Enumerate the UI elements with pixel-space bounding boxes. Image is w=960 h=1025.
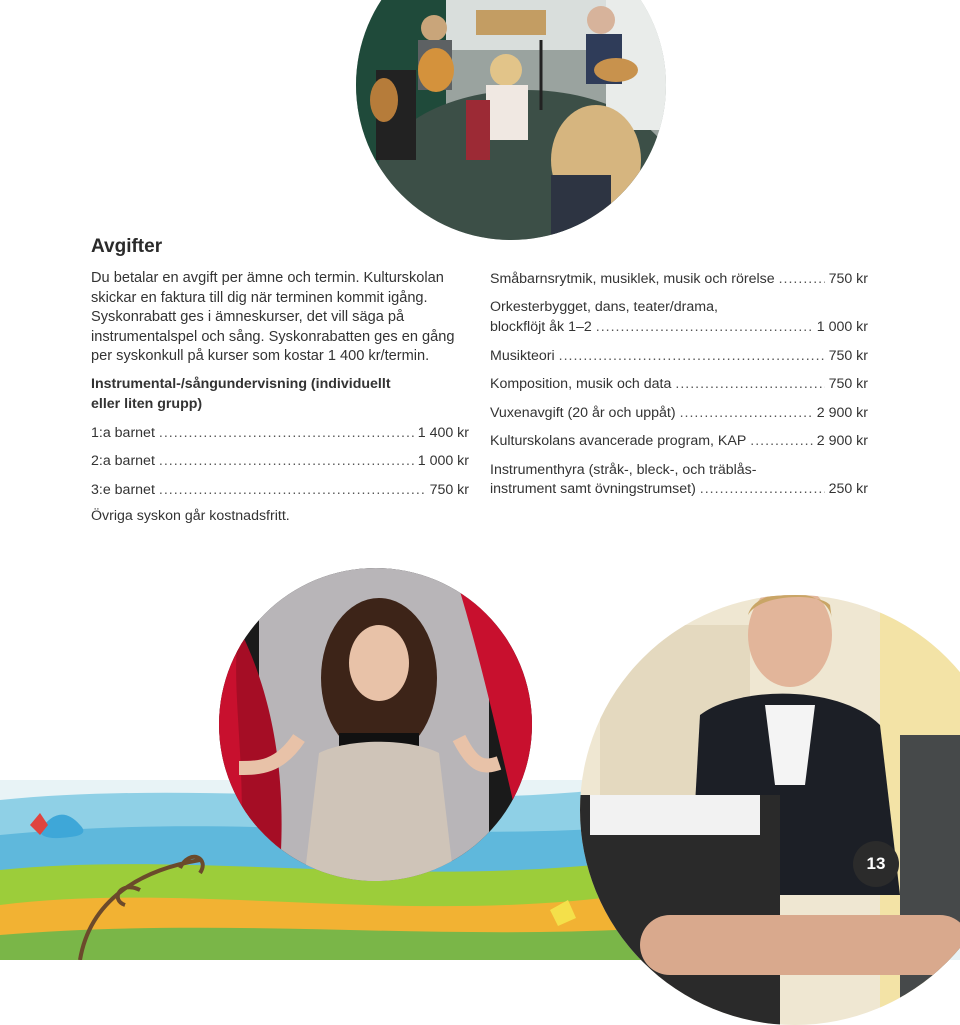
sibling-price: 1 400 kr	[417, 425, 469, 441]
subheading-line: eller liten grupp)	[91, 395, 203, 412]
dot-leader	[680, 404, 813, 422]
sibling-price-row	[91, 424, 469, 442]
individual-lessons-subheading	[91, 375, 471, 414]
course-price: 2 900 kr	[816, 433, 868, 449]
fees-heading: Avgifter	[91, 236, 163, 257]
course-label-line1: Orkesterbygget, dans, teater/drama,	[490, 299, 718, 315]
course-price-row	[490, 480, 868, 498]
sibling-price-row	[91, 452, 469, 470]
dot-leader	[779, 270, 825, 288]
dot-leader	[159, 481, 426, 499]
dot-leader	[700, 480, 825, 498]
course-label: blockflöjt åk 1–2	[490, 319, 592, 335]
dot-leader	[559, 347, 825, 365]
page-number-badge: 13	[853, 841, 899, 887]
sibling-label: 1:a barnet	[91, 425, 155, 441]
course-label-line1: Instrumenthyra (stråk-, bleck-, och träblås-	[490, 462, 757, 478]
dot-leader	[596, 318, 813, 336]
course-label: Småbarnsrytmik, musiklek, musik och rörelse	[490, 271, 775, 287]
sibling-label: 3:e barnet	[91, 482, 155, 498]
course-label: Kulturskolans avancerade program, KAP	[490, 433, 747, 449]
course-price: 750 kr	[828, 376, 868, 392]
course-price-row	[490, 404, 868, 422]
sibling-price: 1 000 kr	[417, 453, 469, 469]
intro-line: instrumentalspel och sång. Syskonrabatten ges en gång	[91, 328, 455, 345]
course-label: Komposition, musik och data	[490, 376, 672, 392]
sibling-price: 750 kr	[429, 482, 469, 498]
sibling-note: Övriga syskon går kostnadsfritt.	[91, 508, 290, 524]
photo-guitar-class	[356, 0, 666, 240]
dot-leader	[675, 375, 824, 393]
course-price: 750 kr	[828, 348, 868, 364]
intro-line: Du betalar en avgift per ämne och termin. Kulturskolan	[91, 270, 444, 286]
dot-leader	[159, 424, 414, 442]
performer-illustration	[219, 568, 532, 881]
course-label: Musikteori	[490, 348, 555, 364]
intro-line: Syskonrabatt ges i ämneskurser, det vill säga på	[91, 309, 405, 326]
photo-pianist-teacher	[580, 595, 960, 1025]
photo-stage-performer	[219, 568, 532, 881]
course-price: 750 kr	[828, 271, 868, 287]
dot-leader	[750, 432, 812, 450]
dot-leader	[159, 452, 414, 470]
course-price-row	[490, 270, 868, 288]
course-label: Vuxenavgift (20 år och uppåt)	[490, 405, 676, 421]
sibling-label: 2:a barnet	[91, 453, 155, 469]
course-price-row	[490, 432, 868, 450]
intro-line: skickar en faktura till dig när terminen kommit igång.	[91, 289, 428, 306]
sibling-price-row	[91, 481, 469, 499]
course-price: 250 kr	[828, 481, 868, 497]
course-price: 2 900 kr	[816, 405, 868, 421]
course-label: instrument samt övningstrumset)	[490, 481, 696, 497]
course-price-row	[490, 347, 868, 365]
intro-line: per syskonkull på kurser som kostar 1 400 kr/termin.	[91, 348, 430, 365]
course-price: 1 000 kr	[816, 319, 868, 335]
subheading-line: Instrumental-/sångundervisning (individuellt	[91, 376, 391, 392]
pianist-illustration	[580, 595, 960, 1025]
course-price-row	[490, 375, 868, 393]
fees-intro	[91, 269, 491, 367]
guitar-class-illustration	[356, 0, 666, 240]
course-price-row	[490, 318, 868, 336]
